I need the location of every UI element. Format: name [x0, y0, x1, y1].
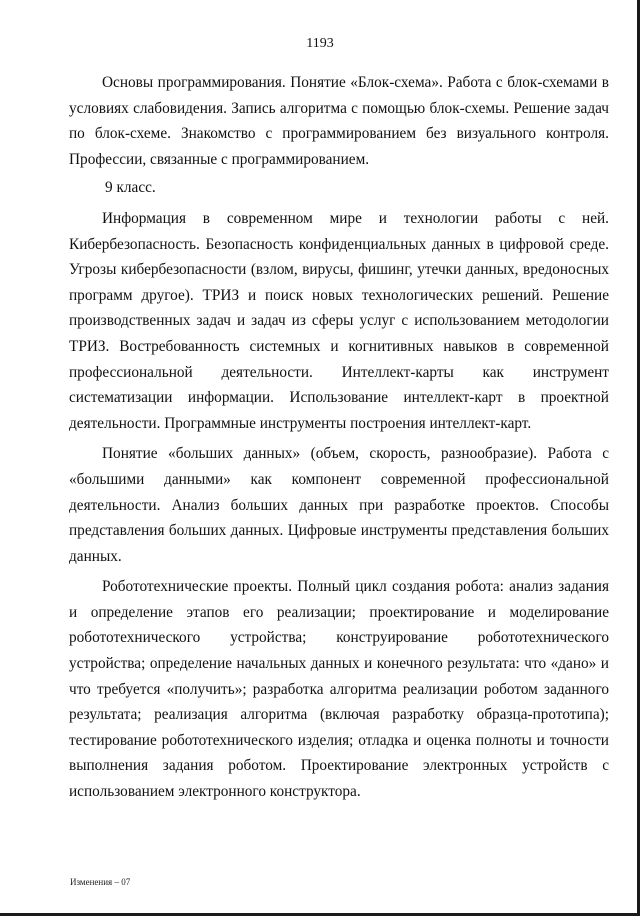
- paragraph-big-data: Понятие «больших данных» (объем, скорость, разнообразие). Работа с «большими данными» как компонент современной профессиональной деятельности. Анализ больших данных при разработке проектов. Способы представления больших данных. Цифровые инструменты представления больших данных.: [69, 445, 609, 565]
- page-number: 1193: [306, 36, 334, 51]
- footer-revision-note: Изменения – 07: [70, 877, 131, 887]
- grade-heading: 9 класс.: [105, 179, 156, 197]
- document-body: [69, 70, 609, 805]
- paragraph-information-security: Информация в современном мире и технологии работы с ней. Кибербезопасность. Безопасность конфиденциальных данных в цифровой среде. Угрозы кибербезопасности (взлом, вирусы, фишинг, утечки данных, вредоносных программ другое). ТРИЗ и поиск новых технологических решений. Решение производственных задач и задач из сферы услуг с использованием методологии ТРИЗ. Востребованность системных и когнитивных навыков в современной профессиональной деятельности. Интеллект-карты как инструмент систематизации информации. Использование интеллект-карт в проектной деятельности. Программные инструменты построения интеллект-карт.: [69, 209, 609, 432]
- paragraph-programming-basics: Основы программирования. Понятие «Блок-схема». Работа с блок-схемами в условиях слабовидения. Запись алгоритма с помощью блок-схемы. Решение задач по блок-схеме. Знакомство с программированием без визуального контроля. Профессии, связанные с программированием.: [69, 74, 609, 168]
- paragraph-robotics-projects: Робототехнические проекты. Полный цикл создания робота: анализ задания и определение этапов его реализации; проектирование и моделирование робототехнического устройства; конструирование робототехнического устройства; определение начальных данных и конечного результата: что «дано» и что требуется «получить»; разработка алгоритма реализации роботом заданного результата; реализация алгоритма (включая разработку образца-прототипа); тестирование робототехнического изделия; отладка и оценка полноты и точности выполнения задания роботом. Проектирование электронных устройств с использованием электронного конструктора.: [69, 578, 609, 801]
